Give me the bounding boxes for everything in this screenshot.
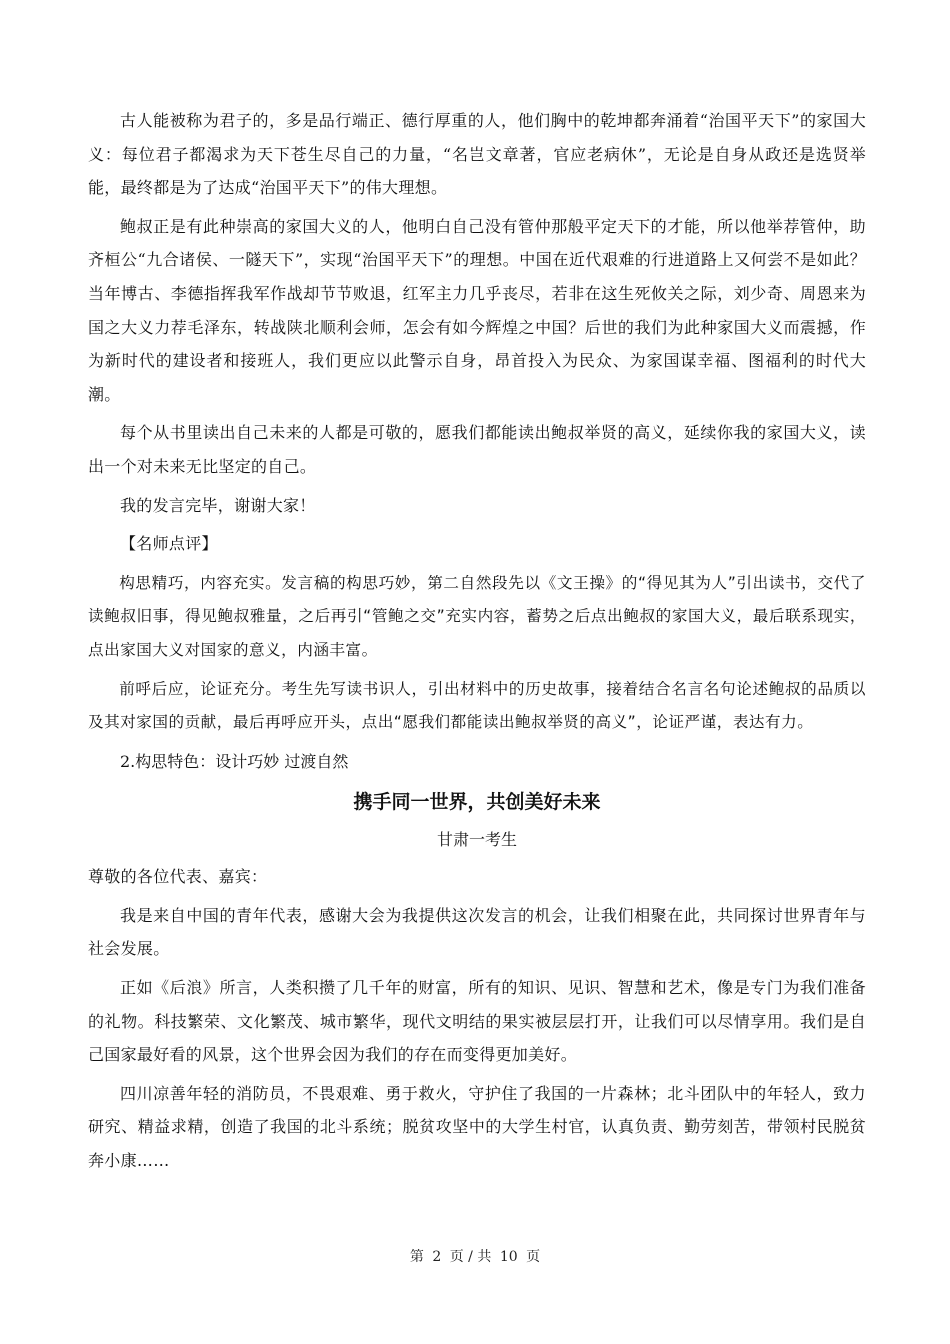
comment-label: 【名师点评】 bbox=[120, 534, 218, 554]
comment-paragraph: 构思精巧，内容充实。发言稿的构思巧妙，第二自然段先以《文王操》的“得见其为人”引出读书，交代了读鲍叔旧事，得见鲍叔雅量，之后再引“管鲍之交”充实内容，蓄势之后点出鲍叔的家国大义，最后联系现实，点出家国大义对国家的意义，内涵丰富。 bbox=[88, 573, 866, 659]
section-heading: 2.构思特色：设计巧妙 过渡自然 bbox=[120, 751, 349, 771]
closing-line: 我的发言完毕，谢谢大家！ bbox=[120, 495, 316, 515]
paragraph: 古人能被称为君子的，多是品行端正、德行厚重的人，他们胸中的乾坤都奔涌着“治国平天下”的家国大义：每位君子都渴求为天下苍生尽自己的力量，“名岂文章著，官应老病休”，无论是自身从政还是选贤举能，最终都是为了达成“治国平天下”的伟大理想。 bbox=[88, 111, 866, 198]
paragraph: 每个从书里读出自己未来的人都是可敬的，愿我们都能读出鲍叔举贤的高义，延续你我的家国大义，读出一个对未来无比坚定的自己。 bbox=[88, 423, 866, 476]
paragraph: 我是来自中国的青年代表，感谢大会为我提供这次发言的机会，让我们相聚在此，共同探讨世界青年与社会发展。 bbox=[88, 905, 866, 959]
footer-suffix: 页 bbox=[526, 1249, 541, 1265]
salutation: 尊敬的各位代表、嘉宾： bbox=[88, 867, 268, 887]
essay-title: 携手同一世界，共创美好未来 bbox=[353, 791, 601, 814]
paragraph: 正如《后浪》所言，人类积攒了几千年的财富，所有的知识、见识、智慧和艺术，像是专门为我们准备的礼物。科技繁荣、文化繁茂、城市繁华，现代文明结的果实被层层打开，让我们可以尽情享用。我们是自己国家最好看的风景，这个世界会因为我们的存在而变得更加美好。 bbox=[88, 978, 866, 1065]
page-footer bbox=[0, 1246, 950, 1266]
essay-author: 甘肃一考生 bbox=[436, 830, 517, 850]
footer-middle: 页 / 共 bbox=[449, 1249, 492, 1265]
page-number-total: 10 bbox=[499, 1249, 518, 1265]
paragraph: 四川凉善年轻的消防员，不畏艰难、勇于救火，守护住了我国的一片森林；北斗团队中的年轻人，致力研究、精益求精，创造了我国的北斗系统；脱贫攻坚中的大学生村官，认真负责、勤劳刻苦，带领村民脱贫奔小康…… bbox=[88, 1083, 866, 1171]
comment-paragraph: 前呼后应，论证充分。考生先写读书识人，引出材料中的历史故事，接着结合名言名句论述鲍叔的品质以及其对家国的贡献，最后再呼应开头，点出“愿我们都能读出鲍叔举贤的高义”，论证严谨，表达有力。 bbox=[88, 679, 866, 732]
page-number-current: 2 bbox=[432, 1249, 442, 1265]
paragraph: 鲍叔正是有此种崇高的家国大义的人，他明白自己没有管仲那般平定天下的才能，所以他举荐管仲，助齐桓公“九合诸侯、一隧天下”，实现“治国平天下”的理想。中国在近代艰难的行进道路上又何尝不是如此？当年博古、李德指挥我军作战却节节败退，红军主力几乎丧尽，若非在这生死攸关之际，刘少奇、周恩来为国之大义力荐毛泽东，转战陕北顺利会师，怎会有如今辉煌之中国？后世的我们为此种家国大义而震撼，作为新时代的建设者和接班人，我们更应以此警示自身，昂首投入为民众、为家国谋幸福、图福利的时代大潮。 bbox=[88, 216, 866, 404]
page-content bbox=[88, 104, 866, 1183]
footer-prefix: 第 bbox=[409, 1249, 424, 1265]
